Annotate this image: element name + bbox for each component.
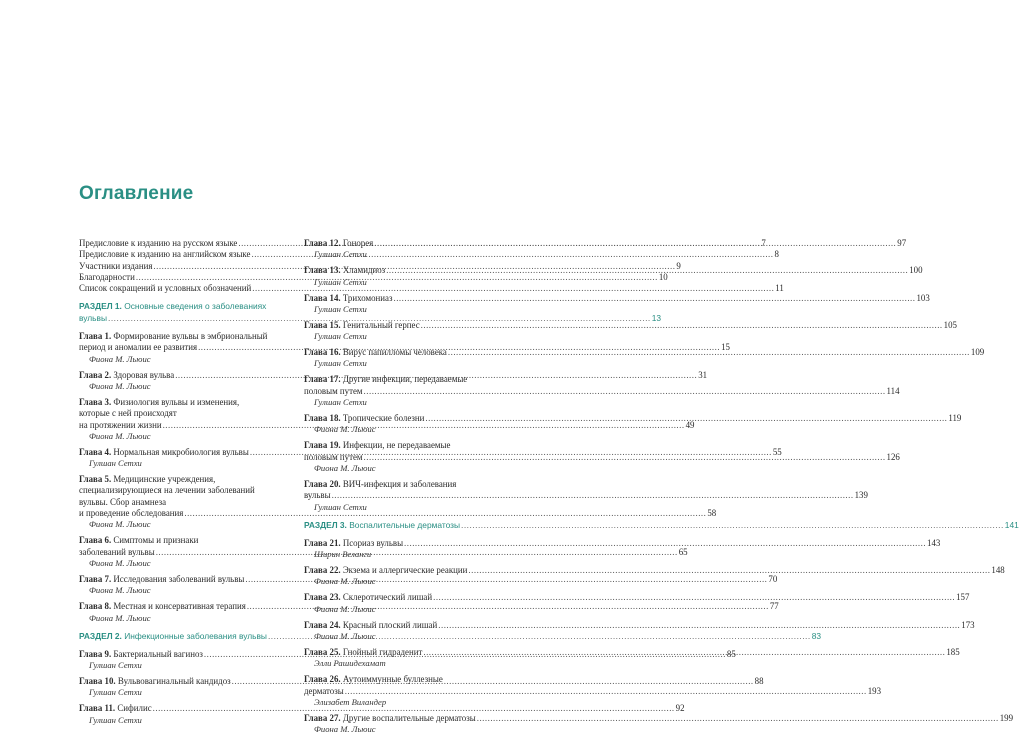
toc-entry-title: заболеваний вульвы	[79, 546, 155, 557]
toc-entry-text	[304, 440, 450, 451]
toc-page-number: 139	[854, 490, 868, 501]
toc-entry-label: Глава 22.	[304, 565, 343, 576]
toc-entry-text	[79, 397, 239, 408]
toc-line	[79, 408, 289, 419]
toc-entry-label: Глава 27.	[304, 712, 343, 723]
toc-leader-dots	[332, 490, 854, 501]
toc-leader-dots	[423, 647, 945, 658]
toc-entry-text	[79, 547, 155, 558]
toc-entry-title: которые с ней происходят	[79, 408, 177, 419]
spacer	[79, 324, 289, 331]
toc-entry-text	[304, 320, 420, 331]
toc-entry-text	[79, 447, 249, 458]
toc-chapter-author: Гулшан Сетхи	[89, 458, 142, 469]
toc-entry-label: Глава 12.	[304, 238, 343, 248]
toc-line	[304, 519, 1019, 531]
toc-entry-title: Благодарности	[79, 271, 135, 282]
toc-entry-title: Формирование вульвы в эмбриональный	[113, 331, 268, 342]
toc-chapter[interactable]	[79, 573, 778, 596]
toc-page-number: 15	[721, 342, 730, 353]
spacer	[79, 642, 289, 649]
toc-entry-title: Экзема и аллергические реакции	[342, 565, 468, 576]
toc-page-number: 13	[651, 312, 662, 323]
toc-leader-dots	[477, 713, 999, 724]
toc-entry-title: период и аномалии ее развития	[79, 342, 198, 353]
toc-line	[304, 385, 900, 397]
toc-entry-label: Глава 18.	[304, 413, 343, 424]
toc-chapter-author: Фиона М. Льюис	[89, 557, 151, 568]
toc-entry-title: Генитальный герпес	[342, 319, 420, 330]
toc-page-number: 58	[707, 508, 717, 519]
toc-line	[79, 535, 289, 546]
toc-chapter-author: Гулшан Сетхи	[314, 303, 367, 314]
toc-line	[304, 265, 923, 276]
toc-entry-label: Глава 25.	[304, 647, 343, 658]
toc-entry-text	[304, 490, 331, 501]
toc-entry-title: Инфекции, не передаваемые	[342, 440, 451, 451]
toc-entry-text	[304, 565, 467, 576]
toc-entry-label: Глава 21.	[304, 537, 343, 548]
toc-chapter-author: Гулшан Сетхи	[314, 331, 367, 342]
toc-entry-label: Глава 15.	[304, 319, 343, 330]
toc-entry-title: ВИЧ-инфекция и заболевания	[342, 478, 457, 489]
toc-entry-title: Инфекционные заболевания вульвы	[124, 630, 267, 641]
toc-chapter-author: Гулшан Сетхи	[89, 714, 142, 725]
toc-entry-title: Физиология вульвы и изменения,	[113, 396, 240, 407]
toc-entry-text	[79, 238, 237, 249]
toc-line	[79, 312, 662, 324]
toc-chapter[interactable]	[304, 238, 907, 260]
toc-page-number: 7	[761, 238, 766, 248]
toc-entry-label: РАЗДЕЛ 2.	[79, 630, 125, 641]
spacer	[304, 531, 514, 538]
toc-line	[304, 565, 1005, 576]
toc-page-number: 31	[698, 369, 708, 380]
toc-leader-dots	[438, 620, 960, 631]
toc-section[interactable]	[304, 519, 1019, 531]
toc-leader-dots	[364, 452, 886, 463]
toc-entry-text	[79, 508, 183, 519]
toc-entry-label: Глава 10.	[79, 676, 118, 687]
toc-line	[79, 397, 289, 408]
toc-page-number: 173	[961, 619, 975, 630]
toc-page-number: 8	[774, 249, 779, 260]
toc-entry-label: Глава 24.	[304, 619, 343, 630]
toc-entry-title: Псориаз вульвы	[342, 537, 404, 548]
toc-entry-title: дерматозы	[304, 685, 344, 696]
toc-chapter-author: Фиона М. Льюис	[314, 424, 376, 435]
toc-chapter[interactable]	[304, 647, 960, 669]
toc-page-number: 199	[999, 712, 1014, 723]
toc-page-number: 105	[943, 319, 957, 330]
toc-entry-text	[304, 479, 456, 490]
toc-entry-title: вульвы	[79, 312, 107, 323]
toc-entry-title: Другие воспалительные дерматозы	[342, 712, 476, 723]
toc-line	[304, 537, 941, 549]
toc-title: Оглавление	[79, 183, 194, 204]
toc-entry-text	[79, 601, 246, 612]
toc-page-number: 193	[867, 685, 882, 696]
toc-entry-title: Список сокращений и условных обозначений	[79, 283, 252, 294]
toc-line	[304, 319, 957, 331]
toc-leader-dots	[461, 520, 1004, 531]
toc-entry-title: Сифилис	[117, 703, 152, 714]
toc-leader-dots	[448, 347, 970, 358]
toc-entry-label: Глава 7.	[79, 573, 114, 584]
toc-entry-text	[304, 413, 424, 424]
toc-page-number: 55	[772, 446, 782, 457]
toc-entry-text	[79, 283, 251, 294]
toc-page-number: 148	[991, 565, 1005, 576]
toc-line	[79, 283, 784, 294]
toc-chapter-author: Гулшан Сетхи	[314, 276, 367, 287]
toc-chapter-author: Фиона М. Льюис	[314, 724, 376, 735]
toc-line	[304, 440, 514, 451]
toc-entry-text	[304, 238, 373, 249]
toc-line	[304, 413, 962, 424]
toc-chapter-author: Гулшан Сетхи	[89, 687, 142, 698]
toc-entry-title: Гнойный гидраденит	[342, 647, 423, 658]
toc-chapter-author: Гулшан Сетхи	[89, 660, 142, 671]
toc-entry-text	[79, 342, 197, 353]
toc-entry-text	[79, 249, 250, 260]
toc-leader-dots	[364, 386, 886, 397]
toc-entry-label: Глава 20.	[304, 478, 343, 489]
toc-leader-dots	[425, 413, 947, 424]
toc-chapter[interactable]	[304, 265, 923, 287]
toc-entry-title: Воспалительные дерматозы	[349, 519, 461, 530]
toc-entry-title: Вирус папилломы человека	[342, 347, 447, 358]
toc-page-number: 92	[675, 703, 685, 714]
toc-chapter-author: Фиона М. Льюис	[314, 576, 376, 587]
toc-entry-title: Склеротический лишай	[342, 592, 433, 603]
toc-leader-dots	[404, 538, 926, 549]
toc-chapter-author: Фиона М. Льюис	[314, 603, 376, 614]
toc-page-number: 77	[769, 601, 779, 612]
toc-line	[79, 474, 289, 485]
toc-entry-text	[79, 370, 174, 381]
toc-leader-dots	[433, 592, 955, 603]
toc-chapter-author: Элли Рашидехамат	[314, 658, 386, 669]
toc-line	[79, 301, 289, 312]
toc-front-item[interactable]	[79, 283, 784, 294]
toc-entry-title: Участники издания	[79, 260, 153, 271]
toc-leader-dots	[374, 238, 896, 249]
toc-entry-label: Глава 6.	[79, 535, 114, 546]
toc-entry-label: РАЗДЕЛ 1.	[79, 301, 125, 312]
toc-entry-title: Красный плоский лишай	[342, 619, 438, 630]
toc-leader-dots	[386, 265, 908, 276]
toc-line	[304, 592, 970, 603]
toc-line	[304, 374, 514, 385]
toc-page-number: 10	[658, 271, 668, 282]
toc-page-number: 143	[927, 537, 941, 548]
toc-entry-label: Глава 4.	[79, 446, 114, 457]
toc-line	[304, 619, 975, 631]
toc-entry-text	[304, 293, 392, 304]
toc-page-number: 11	[775, 283, 784, 294]
toc-page-number: 141	[1004, 519, 1019, 530]
toc-entry-text	[79, 301, 266, 312]
toc-entry-title: на протяжении жизни	[79, 419, 162, 430]
toc-leader-dots	[345, 686, 867, 697]
toc-entry-title: Вульвовагинальный кандидоз	[117, 676, 231, 687]
toc-chapter-author: Фиона М. Льюис	[89, 380, 151, 391]
toc-entry-title: вульвы	[304, 490, 331, 501]
toc-line	[304, 685, 882, 697]
toc-leader-dots	[421, 320, 943, 331]
toc-line	[304, 292, 930, 304]
toc-page-number: 114	[886, 385, 900, 396]
toc-entry-text	[304, 386, 363, 397]
toc-line	[304, 712, 1014, 724]
toc-page-number: 126	[886, 451, 900, 462]
toc-chapter-author: Фиона М. Льюис	[314, 462, 376, 473]
toc-line	[79, 331, 289, 342]
spacer	[304, 513, 514, 520]
toc-page-number: 83	[811, 630, 822, 641]
toc-entry-title: специализирующиеся на лечении заболеваний	[79, 485, 255, 496]
toc-entry-text	[304, 452, 363, 463]
toc-entry-title: и проведение обследования	[79, 508, 184, 519]
toc-chapter-author: Фиона М. Льюис	[89, 353, 151, 364]
toc-line	[79, 703, 685, 714]
toc-chapter-author: Гулшан Сетхи	[314, 501, 367, 512]
toc-chapter-author: Фиона М. Льюис	[89, 430, 151, 441]
toc-entry-title: Основные сведения о заболеваниях	[124, 301, 267, 312]
toc-entry-label: Глава 19.	[304, 440, 343, 451]
toc-page-number: 100	[909, 265, 923, 276]
toc-chapter-author: Фиона М. Льюис	[314, 631, 376, 642]
toc-entry-text	[79, 474, 215, 485]
toc-entry-title: половым путем	[304, 451, 363, 462]
toc-entry-title: Местная и консервативная терапия	[113, 601, 246, 612]
toc-entry-text	[79, 485, 255, 496]
toc-entry-text	[304, 347, 447, 358]
toc-entry-text	[304, 647, 422, 658]
toc-entry-title: Трихомониаз	[342, 292, 393, 303]
toc-entry-title: Медицинские учреждения,	[113, 474, 216, 485]
toc-entry-label: Глава 17.	[304, 374, 343, 385]
toc-entry-label: Глава 16.	[304, 347, 343, 358]
toc-entry-text	[79, 631, 267, 642]
toc-entry-title: Аутоиммунные буллезные	[342, 674, 443, 685]
toc-entry-text	[304, 374, 467, 385]
toc-entry-label: Глава 14.	[304, 292, 343, 303]
toc-chapter-author: Ширин Веланги	[314, 549, 372, 560]
toc-chapter-author: Фиона М. Льюис	[89, 519, 151, 530]
toc-chapter-author: Гулшан Сетхи	[314, 397, 367, 408]
toc-entry-text	[79, 331, 267, 342]
toc-entry-text	[304, 592, 432, 603]
toc-page-number: 185	[946, 647, 960, 658]
toc-entry-text	[304, 686, 344, 697]
toc-entry-title: вульвы. Сбор анамнеза	[79, 496, 167, 507]
toc-line	[79, 485, 289, 496]
toc-line	[304, 647, 960, 658]
toc-chapter-author: Гулшан Сетхи	[314, 249, 367, 260]
toc-entry-label: Глава 26.	[304, 674, 343, 685]
toc-entry-text	[304, 520, 460, 531]
toc-entry-label: Глава 23.	[304, 592, 343, 603]
toc-entry-title: Хламидиоз	[342, 265, 386, 276]
toc-leader-dots	[393, 293, 915, 304]
toc-entry-text	[79, 261, 152, 272]
toc-entry-title: Симптомы и признаки	[113, 535, 199, 546]
toc-line	[304, 238, 907, 249]
toc-entry-text	[304, 620, 437, 631]
toc-entry-title: Нормальная микробиология вульвы	[113, 446, 249, 457]
toc-entry-title: Исследования заболеваний вульвы	[113, 573, 245, 584]
spacer	[79, 294, 289, 301]
toc-entry-label: Глава 2.	[79, 369, 114, 380]
toc-chapter[interactable]	[304, 712, 1014, 735]
toc-page-number: 109	[970, 347, 985, 358]
toc-entry-label: Глава 3.	[79, 396, 114, 407]
toc-page-number: 119	[948, 413, 962, 424]
toc-entry-title: Тропические болезни	[342, 413, 425, 424]
toc-chapter[interactable]	[79, 601, 779, 623]
toc-chapter-author: Фиона М. Льюис	[89, 585, 151, 596]
toc-entry-title: Гонорея	[342, 238, 374, 248]
toc-page-number: 97	[897, 238, 907, 248]
toc-page-number: 157	[956, 592, 970, 603]
toc-entry-text	[304, 713, 476, 724]
toc-line	[304, 479, 514, 490]
toc-entry-label: Глава 5.	[79, 474, 114, 485]
toc-chapter-author: Элизабет Виландер	[314, 696, 387, 707]
toc-chapter[interactable]	[304, 292, 930, 315]
toc-page-number: 88	[754, 676, 764, 687]
toc-page-number: 103	[916, 292, 930, 303]
toc-entry-title: Здоровая вульва	[113, 369, 175, 380]
toc-entry-text	[79, 535, 198, 546]
toc-entry-text	[79, 408, 177, 419]
toc-entry-text	[79, 420, 162, 431]
spacer	[79, 624, 289, 631]
toc-line	[79, 497, 289, 508]
toc-entry-label: Глава 13.	[304, 265, 343, 276]
toc-entry-label: Глава 8.	[79, 601, 114, 612]
toc-entry-label: Глава 11.	[79, 703, 118, 714]
toc-entry-text	[304, 674, 443, 685]
toc-entry-text	[79, 272, 135, 283]
toc-entry-text	[79, 313, 107, 324]
toc-entry-title: Предисловие к изданию на русском языке	[79, 238, 238, 248]
toc-entry-label: РАЗДЕЛ 3.	[304, 519, 350, 530]
toc-entry-text	[304, 538, 403, 549]
toc-entry-text	[79, 574, 244, 585]
toc-line	[304, 674, 514, 685]
toc-chapter-author: Гулшан Сетхи	[314, 358, 367, 369]
toc-chapter-author: Фиона М. Льюис	[89, 612, 151, 623]
toc-entry-title: Предисловие к изданию на английском языке	[79, 249, 251, 260]
toc-page-number: 85	[726, 648, 736, 659]
toc-entry-title: половым путем	[304, 385, 363, 396]
toc-page-number: 49	[685, 419, 695, 430]
toc-entry-text	[79, 649, 203, 660]
toc-line	[304, 490, 868, 501]
toc-page-number: 9	[676, 260, 681, 271]
toc-entry-title: Другие инфекции, передаваемые	[342, 374, 468, 385]
toc-entry-text	[304, 265, 385, 276]
toc-entry-text	[79, 497, 166, 508]
toc-entry-text	[79, 676, 231, 687]
toc-chapter[interactable]	[304, 319, 957, 342]
toc-line	[79, 508, 717, 519]
toc-leader-dots	[468, 565, 990, 576]
toc-entry-label: Глава 9.	[79, 648, 114, 659]
toc-entry-title: Бактериальный вагиноз	[113, 648, 203, 659]
toc-chapter[interactable]	[304, 478, 868, 513]
toc-entry-label: Глава 1.	[79, 331, 114, 342]
toc-page-number: 65	[678, 546, 688, 557]
toc-entry-text	[79, 703, 152, 714]
toc-page-number: 70	[768, 573, 778, 584]
